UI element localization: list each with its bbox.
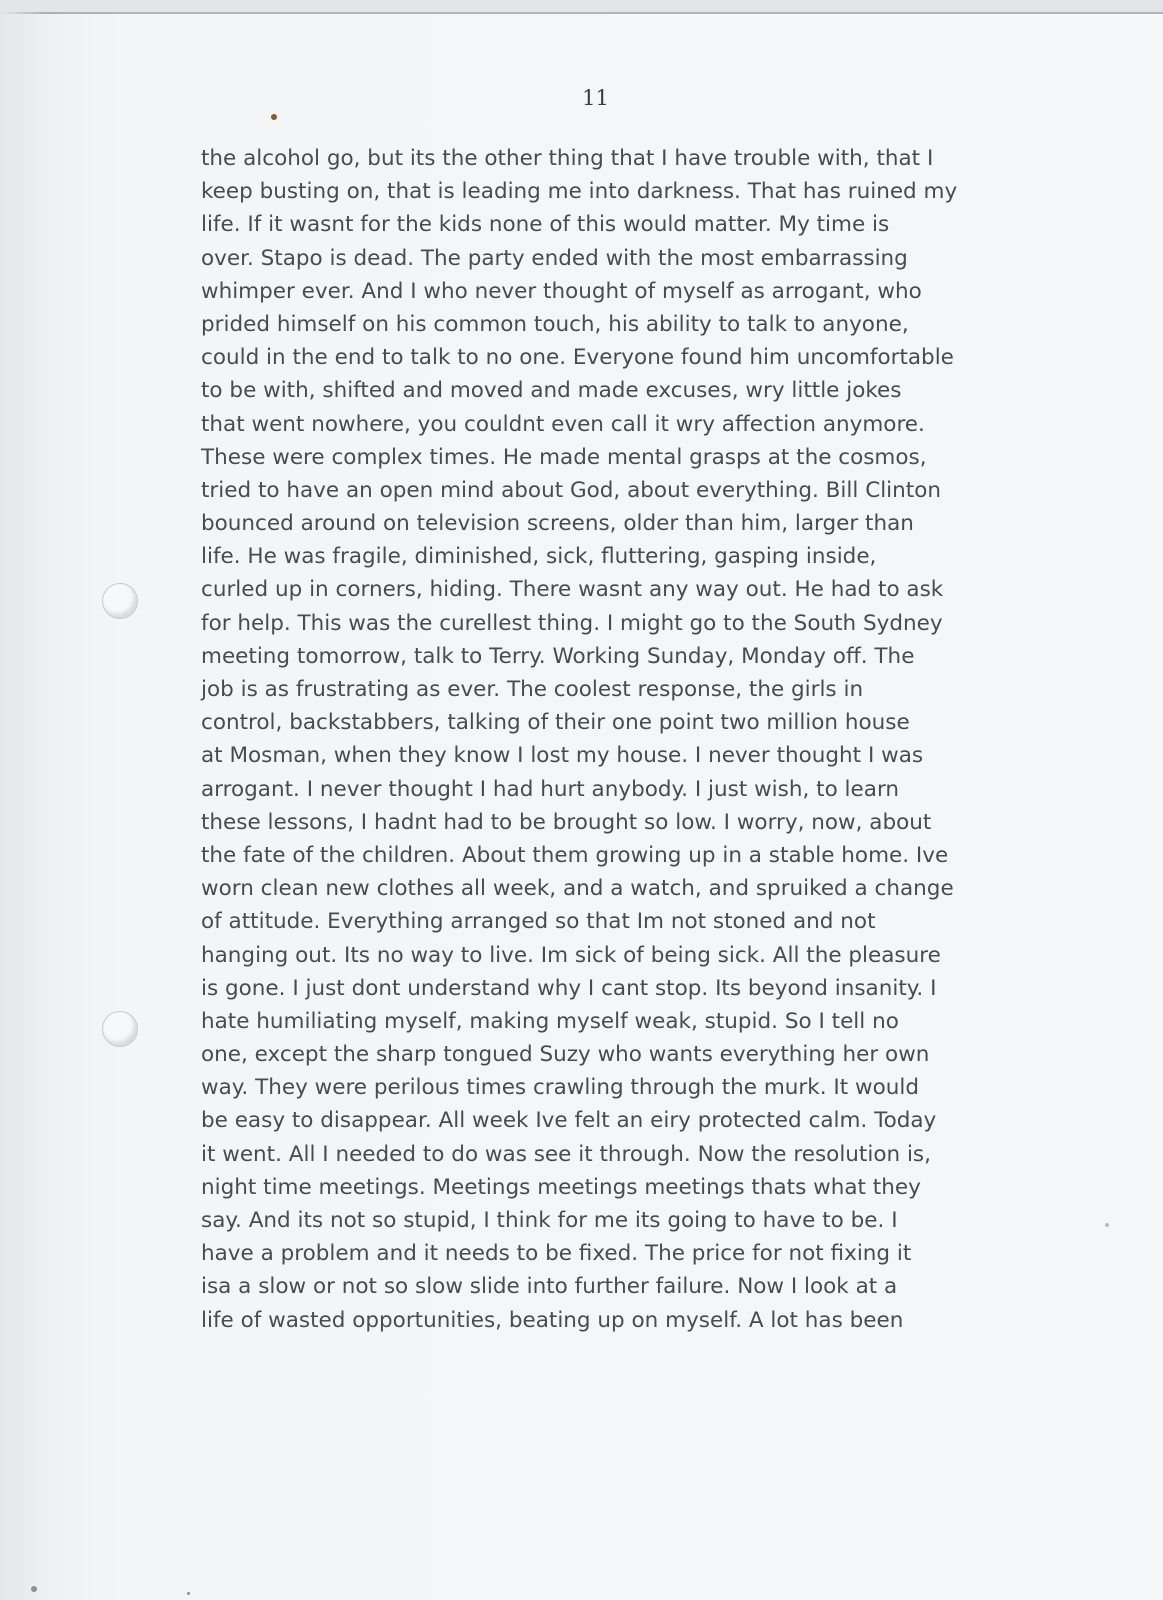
text-line: control, backstabbers, talking of their one point two million house xyxy=(201,710,910,736)
text-line: worn clean new clothes all week, and a watch, and spruiked a change xyxy=(201,876,954,902)
scan-speck xyxy=(187,1592,190,1595)
ink-dot-mark xyxy=(271,114,277,120)
text-line: These were complex times. He made mental grasps at the cosmos, xyxy=(201,444,927,470)
text-line: is gone. I just dont understand why I cant stop. Its beyond insanity. I xyxy=(201,975,937,1001)
text-line: meeting tomorrow, talk to Terry. Working Sunday, Monday off. The xyxy=(201,643,915,669)
text-line: arrogant. I never thought I had hurt anybody. I just wish, to learn xyxy=(201,776,900,802)
text-line: hanging out. Its no way to live. Im sick of being sick. All the pleasure xyxy=(201,942,941,968)
scan-top-strip xyxy=(0,0,1163,12)
text-line: job is as frustrating as ever. The coolest response, the girls in xyxy=(201,677,864,702)
text-line: at Mosman, when they know I lost my house. I never thought I was xyxy=(201,743,924,769)
text-line: life of wasted opportunities, beating up on myself. A lot has been xyxy=(201,1307,904,1333)
text-line: over. Stapo is dead. The party ended with the most embarrassing xyxy=(201,245,908,271)
text-line: the fate of the children. About them growing up in a stable home. Ive xyxy=(201,842,949,868)
page-top-edge xyxy=(0,12,1163,14)
text-line: one, except the sharp tongued Suzy who wants everything her own xyxy=(201,1042,930,1068)
text-line: isa a slow or not so slow slide into further failure. Now I look at a xyxy=(201,1274,898,1300)
text-line: night time meetings. Meetings meetings meetings thats what they xyxy=(201,1174,921,1200)
text-line: for help. This was the curellest thing. I might go to the South Sydney xyxy=(201,610,943,636)
text-line: be easy to disappear. All week Ive felt an eiry protected calm. Today xyxy=(201,1108,937,1134)
text-line: bounced around on television screens, older than him, larger than xyxy=(201,511,914,537)
text-line: curled up in corners, hiding. There wasnt any way out. He had to ask xyxy=(201,577,944,603)
punch-hole-upper xyxy=(102,583,138,619)
body-text xyxy=(201,142,1031,1337)
text-line: tried to have an open mind about God, about everything. Bill Clinton xyxy=(201,477,941,503)
text-line: of attitude. Everything arranged so that Im not stoned and not xyxy=(201,909,876,935)
scan-speck xyxy=(1105,1223,1109,1227)
text-line: the alcohol go, but its the other thing that I have trouble with, that I xyxy=(201,146,934,171)
text-line: whimper ever. And I who never thought of myself as arrogant, who xyxy=(201,278,922,304)
text-line: it went. All I needed to do was see it through. Now the resolution is, xyxy=(201,1141,931,1167)
text-line: life. He was fragile, diminished, sick, fluttering, gasping inside, xyxy=(201,544,877,570)
text-line: keep busting on, that is leading me into darkness. That has ruined my xyxy=(201,179,958,205)
punch-hole-lower xyxy=(102,1011,138,1047)
text-line: say. And its not so stupid, I think for me its going to have to be. I xyxy=(201,1208,898,1233)
text-line: life. If it wasnt for the kids none of this would matter. My time is xyxy=(201,212,890,238)
page-number: 11 xyxy=(582,86,609,110)
scan-speck xyxy=(31,1586,37,1592)
text-line: to be with, shifted and moved and made excuses, wry little jokes xyxy=(201,378,902,404)
text-line: prided himself on his common touch, his ability to talk to anyone, xyxy=(201,311,909,337)
text-line: hate humiliating myself, making myself weak, stupid. So I tell no xyxy=(201,1008,899,1034)
text-line: could in the end to talk to no one. Everyone found him uncomfortable xyxy=(201,345,954,371)
text-line: these lessons, I hadnt had to be brought so low. I worry, now, about xyxy=(201,809,932,835)
text-line: that went nowhere, you couldnt even call it wry affection anymore. xyxy=(201,411,925,437)
text-line: have a problem and it needs to be fixed. The price for not fixing it xyxy=(201,1241,912,1267)
text-line: way. They were perilous times crawling through the murk. It would xyxy=(201,1075,919,1101)
page-left-shadow xyxy=(0,12,45,1600)
